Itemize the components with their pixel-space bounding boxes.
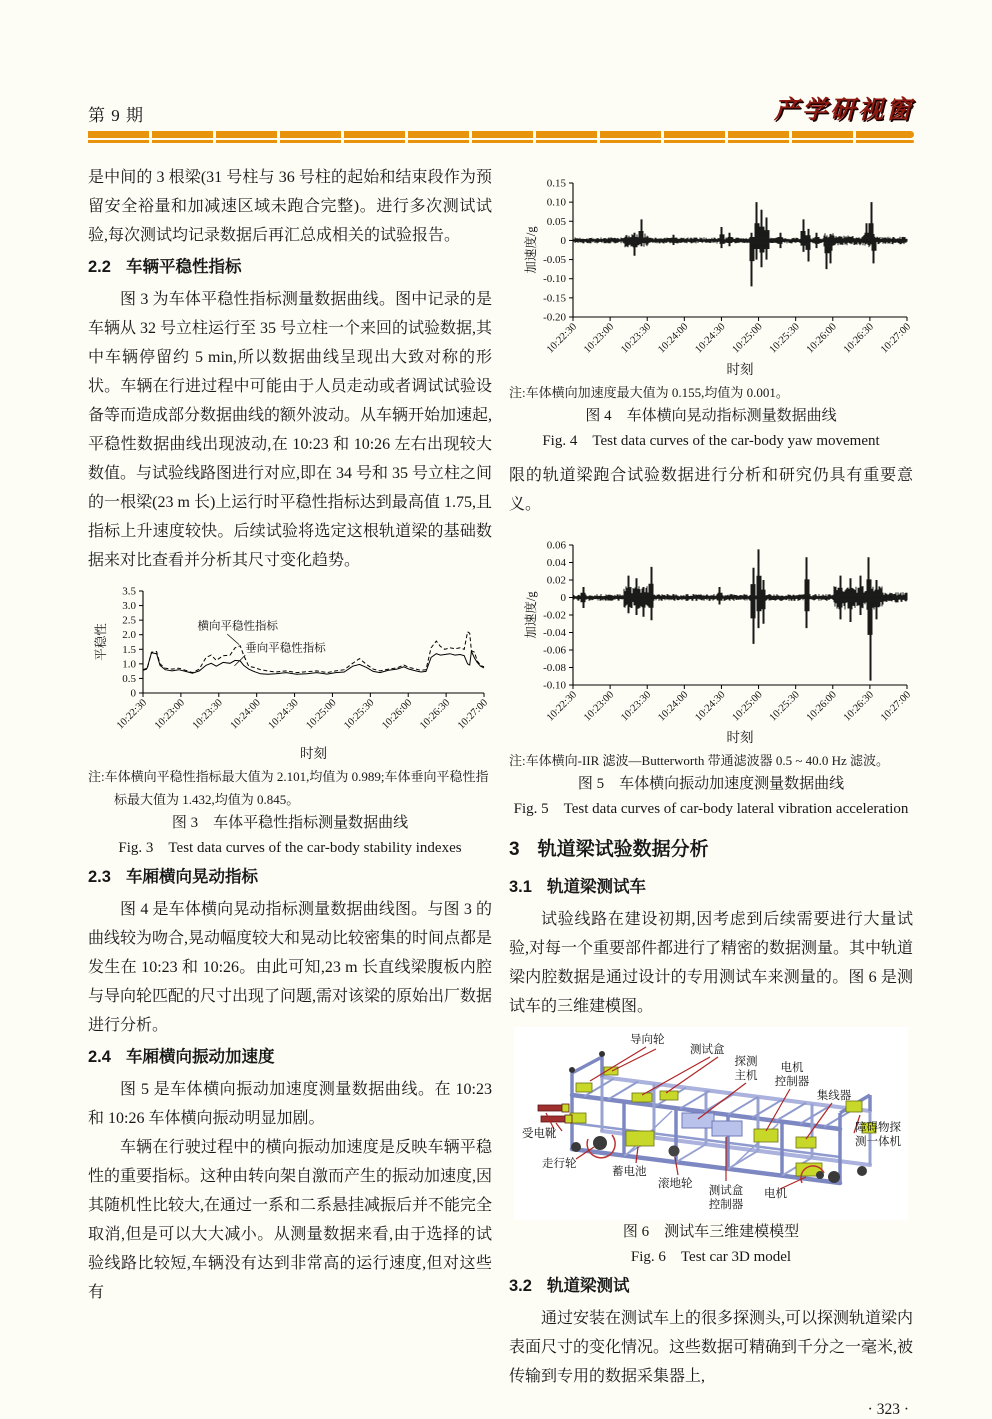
svg-text:10:24:00: 10:24:00	[656, 321, 691, 356]
running-wheel-part	[593, 1136, 607, 1150]
section-heading-3	[509, 835, 913, 865]
svg-text:10:24:00: 10:24:00	[656, 689, 691, 724]
svg-text:-0.05: -0.05	[543, 254, 566, 267]
fig6-label-obstacle-2: 测一体机	[855, 1136, 901, 1148]
svg-text:-0.20: -0.20	[543, 311, 566, 324]
svg-text:10:25:00: 10:25:00	[730, 321, 765, 356]
svg-text:0: 0	[130, 687, 136, 700]
svg-text:10:22:30: 10:22:30	[544, 321, 580, 356]
svg-text:时刻: 时刻	[726, 730, 754, 745]
svg-text:-0.08: -0.08	[543, 662, 566, 674]
svg-text:-0.10: -0.10	[543, 273, 566, 286]
fig3-caption-en: Fig. 3 Test data curves of the car-body stability indexes	[118, 840, 462, 856]
paragraph-yaw: 图 4 是车体横向晃动指标测量数据曲线图。与图 3 的曲线较为吻合,晃动幅度较大和晃动比较密集的时间点都是发生在 10:23 和 10:26。由此可知,23 m 长直线梁腹板内腔与导向轮匹配的尺寸出现了问题,需对该梁的原始出厂数据进行分析。	[88, 901, 493, 1034]
fig5-caption-en: Fig. 5 Test data curves of car-body lateral vibration acceleration	[513, 801, 909, 817]
left-column	[88, 163, 492, 1419]
paragraph-testcar: 试验线路在建设初期,因考虑到后续需要进行大量试验,对每一个重要部件都进行了精密的数据测量。其中轨道梁内腔数据是通过设计的专用测试车来测量的。图 6 是测试车的三维建模图。	[509, 911, 914, 1015]
svg-text:1.0: 1.0	[121, 658, 136, 671]
svg-text:10:22:30: 10:22:30	[544, 689, 580, 724]
svg-text:0.02: 0.02	[546, 574, 566, 587]
svg-text:-0.10: -0.10	[543, 679, 566, 692]
fig4-caption-en: Fig. 4 Test data curves of the car-body yaw movement	[542, 433, 880, 449]
svg-text:10:23:00: 10:23:00	[152, 697, 187, 732]
svg-text:时刻: 时刻	[299, 746, 327, 761]
svg-text:1.5: 1.5	[121, 643, 136, 656]
svg-text:10:24:30: 10:24:30	[693, 321, 728, 356]
guide-wheel-front	[569, 1067, 575, 1073]
svg-text:10:25:00: 10:25:00	[303, 697, 339, 732]
fig3-chart	[89, 581, 492, 763]
svg-text:-0.04: -0.04	[543, 627, 566, 639]
fig4-chart	[509, 169, 915, 379]
svg-text:加速度/g: 加速度/g	[524, 226, 538, 274]
fig6-label-probe-host-2: 主机	[734, 1070, 758, 1082]
svg-text:2.0: 2.0	[121, 629, 136, 642]
section-title: 车厢横向振动加速度	[125, 1048, 275, 1066]
testbox-controller-part	[712, 1121, 742, 1136]
header-rule-bottom	[88, 140, 914, 143]
svg-text:-0.06: -0.06	[543, 644, 566, 657]
section-number: 3.2	[509, 1277, 532, 1295]
svg-text:时刻: 时刻	[726, 362, 754, 377]
svg-text:10:24:00: 10:24:00	[228, 697, 263, 732]
svg-text:10:26:00: 10:26:00	[379, 697, 414, 732]
svg-text:10:27:00: 10:27:00	[878, 321, 914, 356]
fig6-label-obstacle-1: 障碍物探	[855, 1122, 901, 1134]
section-title: 轨道梁测试车	[546, 878, 646, 896]
page-number: · 323 ·	[867, 1401, 909, 1418]
section-heading-2-4	[88, 1043, 492, 1072]
fig5-chart	[509, 533, 915, 747]
paragraph-beam-test: 通过安装在测试车上的很多探测头,可以探测轨道梁内表面尺寸的变化情况。这些数据可精确到千分之一毫米,被传输到专用的数据采集器上,	[509, 1310, 914, 1385]
header-rule-top	[88, 131, 914, 138]
svg-text:10:23:30: 10:23:30	[619, 321, 654, 356]
svg-text:10:25:00: 10:25:00	[730, 689, 765, 724]
fig6-label-ground-wheel: 滚地轮	[658, 1178, 693, 1190]
svg-text:垂向平稳性指标: 垂向平稳性指标	[244, 642, 326, 655]
svg-text:10:26:00: 10:26:00	[804, 689, 839, 724]
fig6-label-collector-shoe: 受电靴	[522, 1128, 557, 1140]
paragraph-stability: 图 3 为车体平稳性指标测量数据曲线。图中记录的是车辆从 32 号立柱运行至 35 号立柱一个来回的试验数据,其中车辆停留约 5 min,所以数据曲线呈现出大致对称的形状。车辆在行进过程中可能由于人员走动或者调试试验设备等而造成部分数据曲线的额外波动。从车辆开始加速起,平稳性数据曲线出现波动,在 10:23 和 10:26 左右出现较大数值。与试验线路图进行对应,即在 34 号和 35 号立柱之间的一根梁(23 m 长)上运行时平稳性指标达到最高值 1.75,且指标上升速度较快。后续试验将选定这根轨道梁的基础数据来对比查看并分析其尺寸变化趋势。	[88, 291, 493, 569]
svg-text:3.5: 3.5	[121, 585, 136, 598]
fig6-label-motor-controller-1: 电机	[780, 1062, 804, 1074]
section-title: 轨道梁测试	[546, 1277, 630, 1295]
svg-text:2.5: 2.5	[121, 614, 136, 627]
fig6-label-hub: 集线器	[816, 1090, 852, 1102]
guide-wheel-box	[576, 1083, 592, 1092]
fig6-label-probe-host-1: 探测	[734, 1056, 758, 1068]
svg-text:0: 0	[560, 592, 566, 604]
svg-text:0: 0	[560, 234, 566, 247]
section-number: 2.3	[88, 868, 111, 886]
svg-text:横向平稳性指标: 横向平稳性指标	[197, 620, 278, 633]
page-header	[88, 90, 914, 126]
ground-wheel-part	[669, 1146, 680, 1157]
svg-text:10:26:30: 10:26:30	[841, 689, 877, 724]
fig6-label-guide-wheel: 导向轮	[630, 1034, 665, 1046]
svg-text:10:22:30: 10:22:30	[114, 697, 149, 732]
section-number: 2.2	[88, 258, 111, 276]
fig6-label-running-wheel: 走行轮	[542, 1158, 577, 1170]
svg-text:10:25:30: 10:25:30	[767, 321, 802, 356]
fig6-label-testbox-controller-2: 控制器	[708, 1199, 744, 1211]
fig6-label-testbox-controller-1: 测试盒	[708, 1185, 744, 1197]
guide-wheel-back	[599, 1051, 605, 1057]
fig3-note: 注:车体横向平稳性指标最大值为 2.101,均值为 0.989;车体垂向平稳性指标最大值为 1.432,均值为 0.845。	[88, 769, 489, 807]
test-car-3d-model	[514, 1027, 908, 1215]
svg-text:0.04: 0.04	[546, 557, 566, 569]
battery-part	[626, 1131, 654, 1146]
header-rule	[88, 131, 914, 143]
probe-host-part	[682, 1113, 714, 1128]
svg-text:10:26:30: 10:26:30	[841, 321, 877, 356]
collector-shoe-part	[538, 1105, 564, 1111]
svg-text:0.10: 0.10	[546, 196, 566, 209]
paragraph-continued: 是中间的 3 根梁(31 号柱与 36 号柱的起始和结束段作为预留安全裕量和加减速区域未跑合完整)。进行多次测试试验,每次测试均记录数据后再汇总成相关的试验报告。	[88, 169, 492, 244]
section-title: 车辆平稳性指标	[125, 258, 242, 276]
svg-text:10:26:00: 10:26:00	[804, 321, 839, 356]
section-title: 轨道梁试验数据分析	[537, 839, 709, 860]
fig6-label-motor-controller-2: 控制器	[774, 1076, 810, 1088]
section-title: 车厢横向晃动指标	[125, 868, 258, 886]
fig5-caption-cn: 图 5 车体横向振动加速度测量数据曲线	[577, 776, 845, 792]
paragraph-vibration-2: 车辆在行驶过程中的横向振动加速度是反映车辆平稳性的重要指标。这种由转向架自激而产生的振动加速度,因其随机性比较大,在通过一系和二系悬挂减振后并不能完全取消,但是可以大大减小。从测量数据来看,由于选择的试验线路比较短,车辆没有达到非常高的运行速度,但对这些有	[88, 1139, 493, 1301]
svg-text:-0.02: -0.02	[543, 609, 566, 622]
issue-label: 第 9 期	[88, 106, 144, 125]
fig6-label-battery: 蓄电池	[612, 1166, 647, 1178]
svg-text:10:24:30: 10:24:30	[693, 689, 728, 724]
section-number: 3	[509, 839, 520, 860]
svg-text:0.06: 0.06	[546, 539, 566, 552]
svg-text:10:24:30: 10:24:30	[265, 697, 301, 732]
fig6-label-test-box: 测试盒	[690, 1044, 725, 1056]
svg-text:10:26:30: 10:26:30	[417, 697, 452, 732]
section-number: 2.4	[88, 1048, 111, 1066]
section-heading-2-2	[88, 253, 492, 282]
fig6-label-motor: 电机	[764, 1188, 787, 1200]
svg-text:平稳性: 平稳性	[93, 623, 108, 661]
section-number: 3.1	[509, 878, 532, 896]
paragraph-vibration-1: 图 5 是车体横向振动加速度测量数据曲线。在 10:23 和 10:26 车体横向振动明显加剧。	[88, 1081, 492, 1127]
svg-text:-0.15: -0.15	[543, 292, 566, 305]
fig4-caption-cn: 图 4 车体横向晃动指标测量数据曲线	[585, 408, 837, 424]
svg-text:3.0: 3.0	[121, 600, 136, 613]
svg-text:10:23:30: 10:23:30	[619, 689, 654, 724]
fig4-note: 注:车体横向加速度最大值为 0.155,均值为 0.001。	[509, 385, 789, 400]
svg-text:加速度/g: 加速度/g	[524, 591, 538, 639]
svg-text:10:27:00: 10:27:00	[878, 689, 914, 724]
svg-text:10:25:30: 10:25:30	[341, 697, 376, 732]
fig6-model-figure	[514, 1027, 908, 1220]
fig3-caption-cn: 图 3 车体平稳性指标测量数据曲线	[171, 815, 409, 831]
svg-text:10:27:00: 10:27:00	[455, 697, 490, 732]
fig5-note: 注:车体横向-IIR 滤波—Butterworth 带通滤波器 0.5 ~ 40.0 Hz 滤波。	[509, 753, 890, 768]
section-heading-3-2	[509, 1272, 913, 1301]
right-column	[509, 163, 913, 1419]
section-heading-2-3	[88, 863, 492, 892]
paragraph-continued-right: 限的轨道梁跑合试验数据进行分析和研究仍具有重要意义。	[509, 467, 913, 513]
svg-text:10:23:00: 10:23:00	[582, 321, 617, 356]
section-heading-3-1	[509, 873, 913, 902]
svg-text:10:23:00: 10:23:00	[582, 689, 617, 724]
svg-text:0.15: 0.15	[546, 177, 566, 190]
fig6-caption-cn: 图 6 测试车三维建模模型	[622, 1224, 800, 1240]
obstacle-detector-part	[846, 1101, 862, 1112]
svg-text:10:23:30: 10:23:30	[190, 697, 225, 732]
fig6-caption-en: Fig. 6 Test car 3D model	[630, 1249, 792, 1265]
svg-text:10:25:30: 10:25:30	[767, 689, 802, 724]
svg-text:0.05: 0.05	[546, 215, 566, 228]
svg-text:0.5: 0.5	[121, 672, 136, 685]
journal-logo: 产学研视窗	[773, 95, 914, 124]
